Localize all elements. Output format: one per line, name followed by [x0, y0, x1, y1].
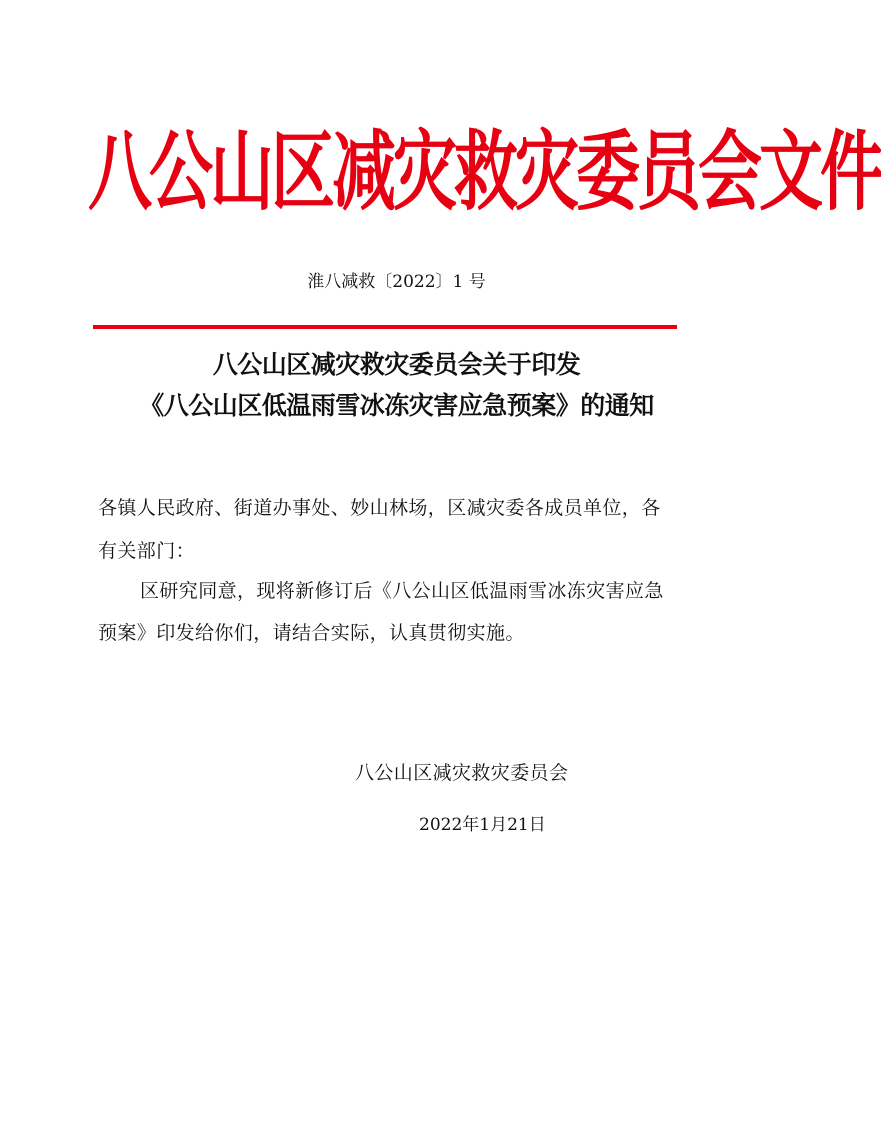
signature-organization: 八公山区减灾救灾委员会: [355, 762, 569, 784]
document-number: 淮八减救〔2022〕1 号: [307, 272, 486, 292]
body-paragraph-line-1: 区研究同意，现将新修订后《八公山区低温雨雪冰冻灾害应急: [140, 580, 664, 602]
masthead-title: 八公山区减灾救灾委员会文件: [88, 123, 881, 223]
body-paragraph-line-2: 预案》印发给你们，请结合实际，认真贯彻实施。: [98, 622, 525, 644]
notice-title-line-2: 《八公山区低温雨雪冰冻灾害应急预案》的通知: [139, 391, 654, 420]
addressees-line-1: 各镇人民政府、街道办事处、妙山林场，区减灾委各成员单位，各: [98, 497, 661, 519]
notice-title-line-1: 八公山区减灾救灾委员会关于印发: [212, 350, 581, 379]
signature-date: 2022年1月21日: [419, 815, 546, 835]
red-divider-rule: [93, 325, 677, 329]
addressees-line-2: 有关部门：: [98, 540, 196, 562]
